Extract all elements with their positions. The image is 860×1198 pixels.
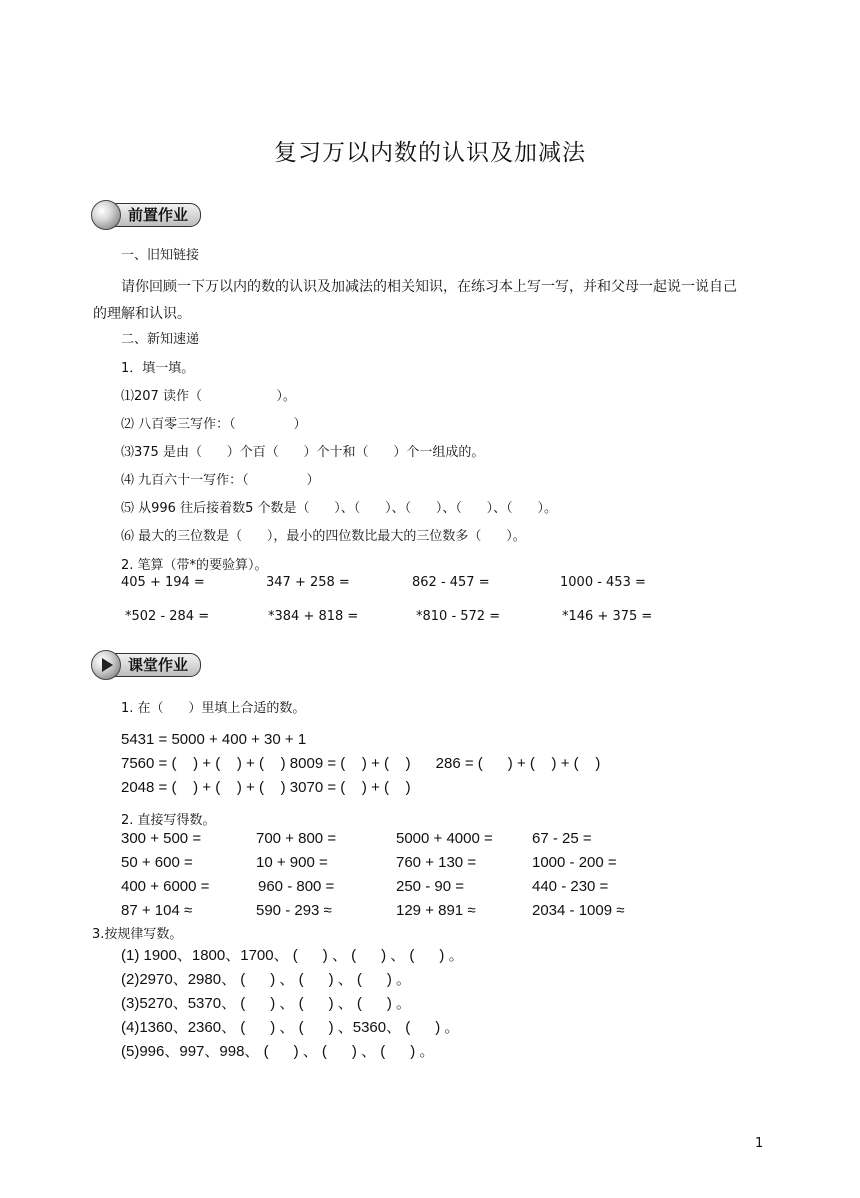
oral-item: 2034 - 1009 ≈ xyxy=(532,902,625,919)
question-1-item-5: ⑸ 从996 往后接着数5 个数是（ ）、（ ）、（ ）、（ ）、（ ）。 xyxy=(121,501,557,516)
calc-item: 1000 - 453 = xyxy=(560,575,646,590)
page-number: 1 xyxy=(755,1136,764,1151)
question-1-item-6: ⑹ 最大的三位数是（ ），最小的四位数比最大的三位数多（ ）。 xyxy=(121,529,526,544)
section-badge-preview xyxy=(91,199,201,231)
oral-item: 300 + 500 = xyxy=(121,830,202,847)
classwork-question-1-title: 1. 在（ ）里填上合适的数。 xyxy=(121,701,306,716)
oral-item: 400 + 6000 = xyxy=(121,878,210,895)
heading-new-knowledge: 二、新知速递 xyxy=(121,332,200,347)
oral-item: 760 + 130 = xyxy=(396,854,477,871)
swirl-icon xyxy=(91,200,121,230)
oral-item: 10 + 900 = xyxy=(256,854,328,871)
calc-item: 405 + 194 = xyxy=(121,575,205,590)
calc-item: *502 - 284 = xyxy=(125,609,210,624)
oral-item: 250 - 90 = xyxy=(396,878,464,895)
oral-item: 440 - 230 = xyxy=(532,878,609,895)
oral-item: 700 + 800 = xyxy=(256,830,337,847)
fill-line-2: 7560 = ( ) + ( ) + ( ) 8009 = ( ) + ( ) 286 = ( ) + ( ) + ( ) xyxy=(121,755,601,772)
calc-item: *146 + 375 = xyxy=(562,609,653,624)
calc-item: *384 + 818 = xyxy=(268,609,359,624)
pattern-line: (2)2970、2980、 ( ) 、 ( ) 、 ( ) 。 xyxy=(121,971,412,988)
oral-item: 67 - 25 = xyxy=(532,830,592,847)
paragraph-line-1: 请你回顾一下万以内的数的认识及加减法的相关知识，在练习本上写一写，并和父母一起说一说自己 xyxy=(121,279,737,295)
question-1-item-1: ⑴207 读作（ ）。 xyxy=(121,389,296,404)
paragraph-line-2: 的理解和认识。 xyxy=(93,306,191,322)
oral-item: 50 + 600 = xyxy=(121,854,193,871)
oral-item: 87 + 104 ≈ xyxy=(121,902,193,919)
pattern-line: (4)1360、2360、 ( ) 、 ( ) 、5360、 ( ) 。 xyxy=(121,1019,460,1036)
pattern-line: (5)996、997、998、 ( ) 、 ( ) 、 ( ) 。 xyxy=(121,1043,435,1060)
oral-item: 1000 - 200 = xyxy=(532,854,617,871)
question-1-item-4: ⑷ 九百六十一写作：（ ） xyxy=(121,473,320,488)
question-1-item-3: ⑶375 是由（ ）个百（ ）个十和（ ）个一组成的。 xyxy=(121,445,485,460)
calc-item: 862 - 457 = xyxy=(412,575,490,590)
section-badge-label: 前置作业 xyxy=(113,203,201,227)
oral-item: 5000 + 4000 = xyxy=(396,830,493,847)
calc-item: *810 - 572 = xyxy=(416,609,501,624)
question-1-title: 1．填一填。 xyxy=(121,361,195,376)
classwork-question-3-title: 3.按规律写数。 xyxy=(92,927,183,942)
pattern-line: (1) 1900、1800、1700、 ( ) 、 ( ) 、 ( ) 。 xyxy=(121,947,464,964)
question-2-title: 2. 笔算（带*的要验算）。 xyxy=(121,558,268,573)
fill-line-1: 5431 = 5000 + 400 + 30 + 1 xyxy=(121,731,307,748)
heading-old-knowledge: 一、旧知链接 xyxy=(121,248,200,263)
question-1-item-2: ⑵ 八百零三写作：（ ） xyxy=(121,417,307,432)
calc-item: 347 + 258 = xyxy=(266,575,350,590)
section-badge-label: 课堂作业 xyxy=(113,653,201,677)
page-title: 复习万以内数的认识及加减法 xyxy=(274,140,586,166)
oral-item: 960 - 800 = xyxy=(258,878,335,895)
oral-item: 129 + 891 ≈ xyxy=(396,902,476,919)
oral-item: 590 - 293 ≈ xyxy=(256,902,332,919)
classwork-question-2-title: 2. 直接写得数。 xyxy=(121,813,216,828)
pattern-line: (3)5270、5370、 ( ) 、 ( ) 、 ( ) 。 xyxy=(121,995,412,1012)
play-icon xyxy=(91,650,121,680)
fill-line-3: 2048 = ( ) + ( ) + ( ) 3070 = ( ) + ( ) xyxy=(121,779,411,796)
section-badge-classwork xyxy=(91,649,201,681)
